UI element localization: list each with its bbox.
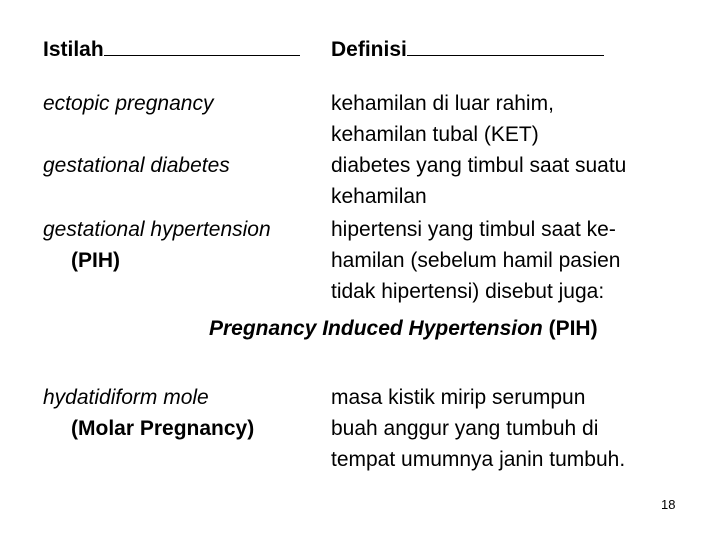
term-gestational-hypertension [43,214,271,276]
term-abbreviation: (PIH) [71,249,120,272]
definition-hydatidiform-mole [331,382,625,475]
term-gestational-diabetes: gestational diabetes [43,154,230,177]
definition-line: buah anggur yang tumbuh di [331,417,599,440]
term-column-header [43,34,300,65]
definition-gestational-diabetes [331,150,626,212]
definition-line: diabetes yang timbul saat suatu [331,154,627,177]
definition-line: hamilan (sebelum hamil pasien [331,249,621,272]
pregnancy-induced-hypertension-text: Pregnancy Induced Hypertension [209,317,543,340]
definition-extra-line [209,313,598,344]
definition-line: kehamilan tubal (KET) [331,123,539,146]
definition-line: kehamilan di luar rahim, [331,92,554,115]
term-hydatidiform-mole [43,382,254,444]
definition-line: masa kistik mirip serumpun [331,386,586,409]
term-text: hydatidiform mole [43,386,209,409]
term-text: gestational hypertension [43,218,271,241]
definition-gestational-hypertension [331,214,620,307]
definition-header-label: Definisi [331,38,407,61]
term-header-underline [104,54,300,56]
term-ectopic-pregnancy: ectopic pregnancy [43,92,214,115]
definition-ectopic-pregnancy [331,88,554,150]
definition-header-underline [407,54,604,56]
definition-line: tempat umumnya janin tumbuh. [331,448,626,471]
definition-line: tidak hipertensi) disebut juga: [331,280,605,303]
definition-line: hipertensi yang timbul saat ke- [331,218,616,241]
pih-abbreviation: (PIH) [542,317,598,340]
definition-column-header [331,34,604,65]
term-alias: (Molar Pregnancy) [71,417,255,440]
page-number: 18 [661,497,676,512]
definition-line: kehamilan [331,185,427,208]
term-header-label: Istilah [43,38,104,61]
